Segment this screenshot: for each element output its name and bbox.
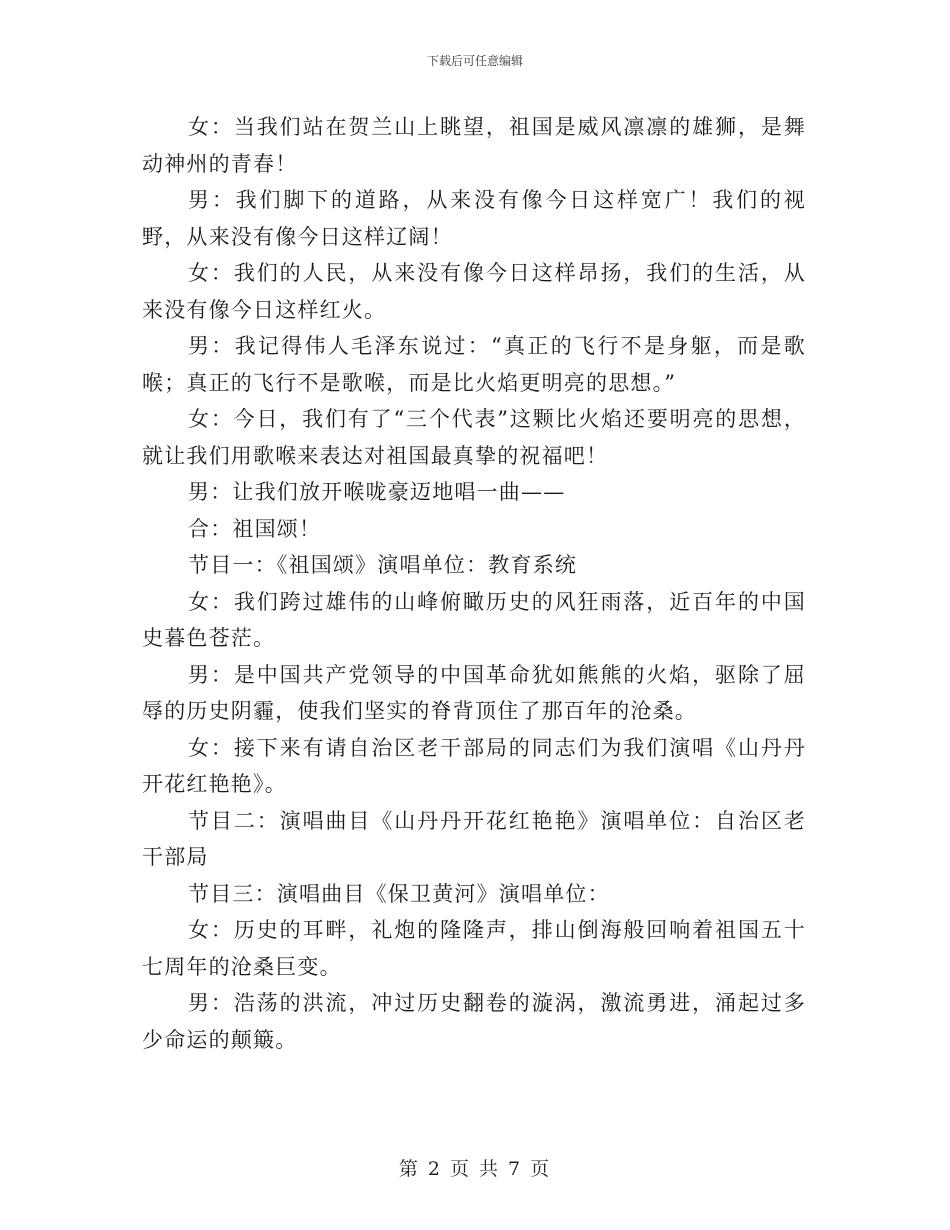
document-body [142, 109, 806, 1058]
paragraph-1: 女：当我们站在贺兰山上眺望，祖国是威风凛凛的雄狮，是舞动神州的青春！ [142, 115, 806, 176]
paragraph-10: 男：是中国共产党领导的中国革命犹如熊熊的火焰，驱除了屈辱的历史阴霾，使我们坚实的脊背顶住了那百年的沧桑。 [142, 662, 806, 723]
paragraph-6: 男：让我们放开喉咙豪迈地唱一曲—— [188, 480, 566, 504]
paragraph-4: 男：我记得伟人毛泽东说过：“真正的飞行不是身躯，而是歌喉；真正的飞行不是歌喉，而是比火焰更明亮的思想。” [142, 334, 806, 395]
page-header-note: 下载后可任意编辑 [426, 54, 523, 68]
paragraph-9: 女：我们跨过雄伟的山峰俯瞰历史的风狂雨落，近百年的中国史暮色苍茫。 [142, 589, 806, 650]
paragraph-15: 男：浩荡的洪流，冲过历史翻卷的漩涡，激流勇进，涌起过多少命运的颠簸。 [142, 991, 806, 1052]
paragraph-12: 节目二：演唱曲目《山丹丹开花红艳艳》演唱单位：自治区老干部局 [142, 808, 806, 869]
paragraph-13: 节目三：演唱曲目《保卫黄河》演唱单位： [188, 881, 610, 906]
paragraph-8: 节目一：《祖国颂》演唱单位：教育系统 [188, 553, 578, 577]
page-number: 第 2 页 共 7 页 [398, 1158, 552, 1180]
paragraph-11: 女：接下来有请自治区老干部局的同志们为我们演唱《山丹丹开花红艳艳》。 [142, 735, 806, 796]
paragraph-5: 女：今日，我们有了“三个代表”这颗比火焰还要明亮的思想，就让我们用歌喉来表达对祖国最真挚的祝福吧！ [142, 407, 806, 468]
paragraph-14: 女：历史的耳畔，礼炮的隆隆声，排山倒海般回响着祖国五十七周年的沧桑巨变。 [142, 918, 806, 979]
paragraph-7: 合：祖国颂！ [188, 516, 322, 541]
paragraph-2: 男：我们脚下的道路，从来没有像今日这样宽广！我们的视野，从来没有像今日这样辽阔！ [142, 188, 806, 249]
paragraph-3: 女：我们的人民，从来没有像今日这样昂扬，我们的生活，从来没有像今日这样红火。 [142, 261, 806, 322]
